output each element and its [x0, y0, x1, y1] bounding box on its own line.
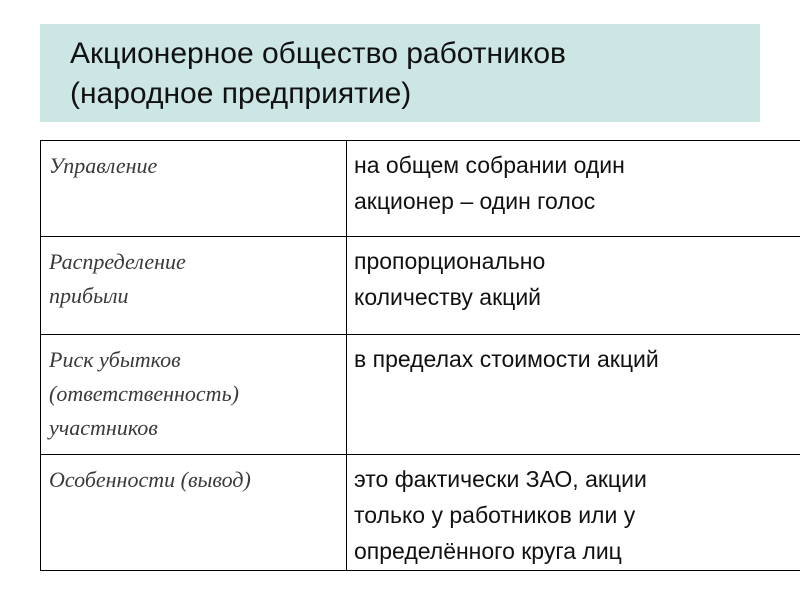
label-line: Распределение — [49, 249, 186, 274]
title-line-1: Акционерное общество работников — [70, 37, 566, 70]
label-line: (ответственность) — [49, 381, 239, 406]
value-line: акционер – один голос — [354, 188, 596, 214]
row-label-management — [41, 141, 347, 237]
value-line: на общем собрании один — [354, 152, 625, 178]
value-line: количеству акций — [354, 284, 542, 310]
label-line: Риск убытков — [49, 347, 181, 372]
label-line: прибыли — [49, 283, 129, 308]
label-line: Управление — [49, 153, 158, 178]
row-value-profit-distribution — [347, 237, 800, 335]
info-table — [40, 140, 800, 571]
label-line: участников — [49, 415, 158, 440]
value-line: пропорционально — [354, 248, 546, 274]
row-label-loss-risk — [41, 335, 347, 455]
value-line: это фактически ЗАО, акции — [354, 466, 647, 492]
row-value-loss-risk — [347, 335, 800, 455]
value-line: в пределах стоимости акций — [354, 346, 659, 372]
title-line-2: (народное предприятие) — [70, 77, 412, 110]
row-label-profit-distribution — [41, 237, 347, 335]
table-row — [41, 237, 800, 335]
row-value-management — [347, 141, 800, 237]
row-label-features — [41, 455, 347, 571]
label-line: Особенности (вывод) — [49, 467, 251, 492]
value-line: определённого круга лиц — [354, 538, 622, 564]
table-row — [41, 335, 800, 455]
table-row — [41, 455, 800, 571]
table-row — [41, 141, 800, 237]
title-banner — [40, 24, 760, 122]
row-value-features — [347, 455, 800, 571]
value-line: только у работников или у — [354, 502, 636, 528]
